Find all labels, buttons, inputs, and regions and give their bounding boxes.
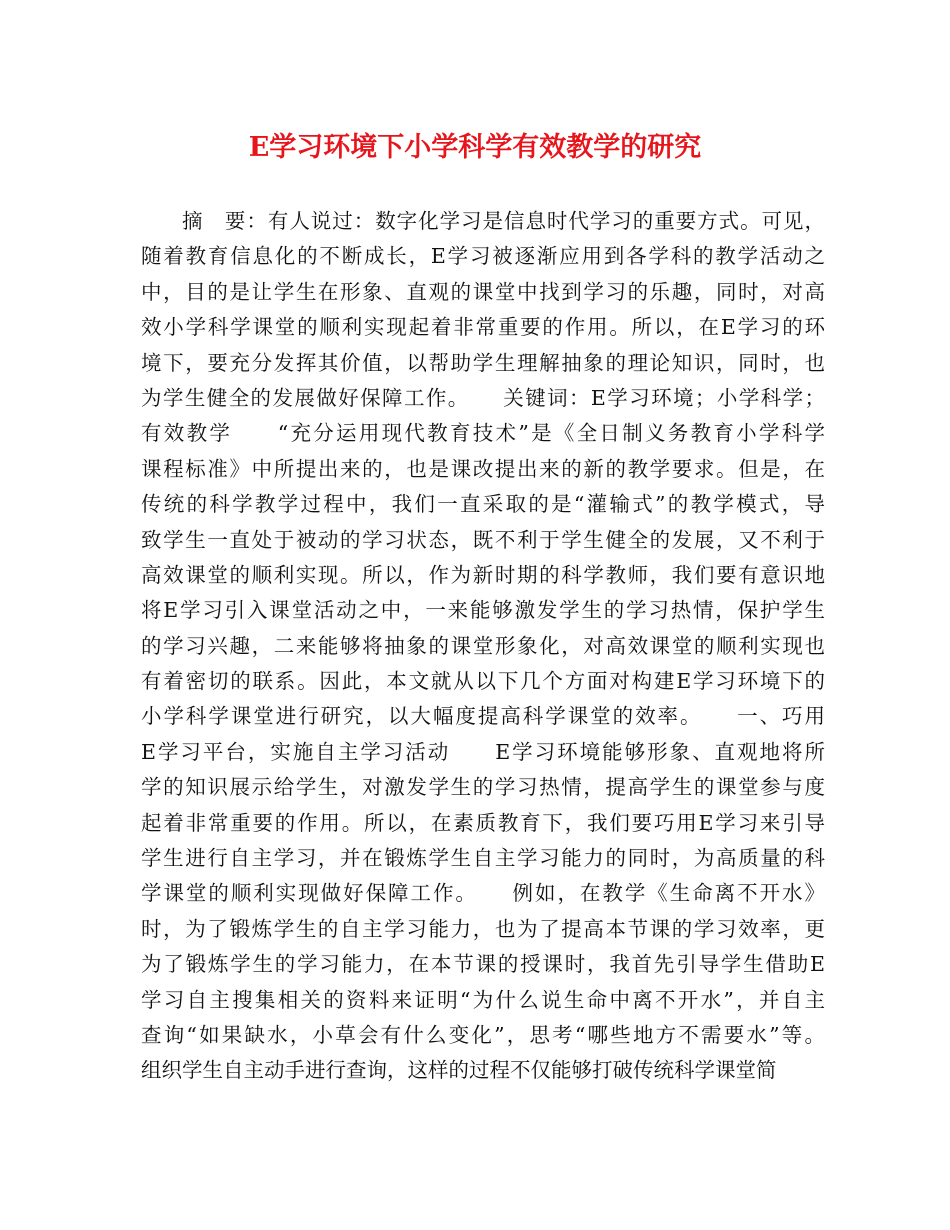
body-line: 时，为了锻炼学生的自主学习能力，也为了提高本节课的学习效率，更 <box>141 916 825 941</box>
body-line: 高效课堂的顺利实现。所以，作为新时期的科学教师，我们要有意识地 <box>141 562 825 587</box>
body-line: 课程标准》中所提出来的，也是课改提出来的新的教学要求。但是，在 <box>141 456 825 481</box>
body-line: 致学生一直处于被动的学习状态，既不利于学生健全的发展，又不利于 <box>141 527 825 552</box>
body-line: 查询“如果缺水，小草会有什么变化”，思考“哪些地方不需要水”等。 <box>141 1022 825 1047</box>
body-line: 有效教学 “充分运用现代教育技术”是《全日制义务教育小学科学 <box>141 421 825 446</box>
body-line: 摘 要：有人说过：数字化学习是信息时代学习的重要方式。可见， <box>182 209 825 233</box>
body-line: 有着密切的联系。因此，本文就从以下几个方面对构建E学习环境下的 <box>141 669 825 694</box>
body-line: 学生进行自主学习，并在锻炼学生自主学习能力的同时，为高质量的科 <box>141 846 825 871</box>
document-body <box>141 204 825 1089</box>
body-line: 传统的科学教学过程中，我们一直采取的是“灌输式”的教学模式，导 <box>141 492 825 517</box>
body-line: 效小学科学课堂的顺利实现起着非常重要的作用。所以，在E学习的环 <box>141 315 825 340</box>
body-line: E学习平台，实施自主学习活动 E学习环境能够形象、直观地将所 <box>141 739 825 764</box>
body-line: 学的知识展示给学生，对激发学生的学习热情，提高学生的课堂参与度 <box>141 775 825 800</box>
body-line: 起着非常重要的作用。所以，在素质教育下，我们要巧用E学习来引导 <box>141 810 825 835</box>
body-line: 学课堂的顺利实现做好保障工作。 例如，在教学《生命离不开水》 <box>141 881 825 906</box>
body-line: 小学科学课堂进行研究，以大幅度提高科学课堂的效率。 一、巧用 <box>141 704 825 729</box>
body-line: 为学生健全的发展做好保障工作。 关键词：E学习环境；小学科学； <box>141 385 825 410</box>
body-line: 的学习兴趣，二来能够将抽象的课堂形象化，对高效课堂的顺利实现也 <box>141 633 825 658</box>
body-line: 随着教育信息化的不断成长，E学习被逐渐应用到各学科的教学活动之 <box>141 244 825 269</box>
body-line: 将E学习引入课堂活动之中，一来能够激发学生的学习热情，保护学生 <box>141 598 825 623</box>
body-line: 中，目的是让学生在形象、直观的课堂中找到学习的乐趣，同时，对高 <box>141 279 825 304</box>
body-line: 境下，要充分发挥其价值，以帮助学生理解抽象的理论知识，同时，也 <box>141 350 825 375</box>
document-title: E学习环境下小学科学有效教学的研究 <box>248 132 702 163</box>
body-line: 为了锻炼学生的学习能力，在本节课的授课时，我首先引导学生借助E <box>141 952 825 977</box>
body-line: 学习自主搜集相关的资料来证明“为什么说生命中离不开水”，并自主 <box>141 987 825 1012</box>
body-line: 组织学生自主动手进行查询，这样的过程不仅能够打破传统科学课堂简 <box>141 1058 777 1083</box>
